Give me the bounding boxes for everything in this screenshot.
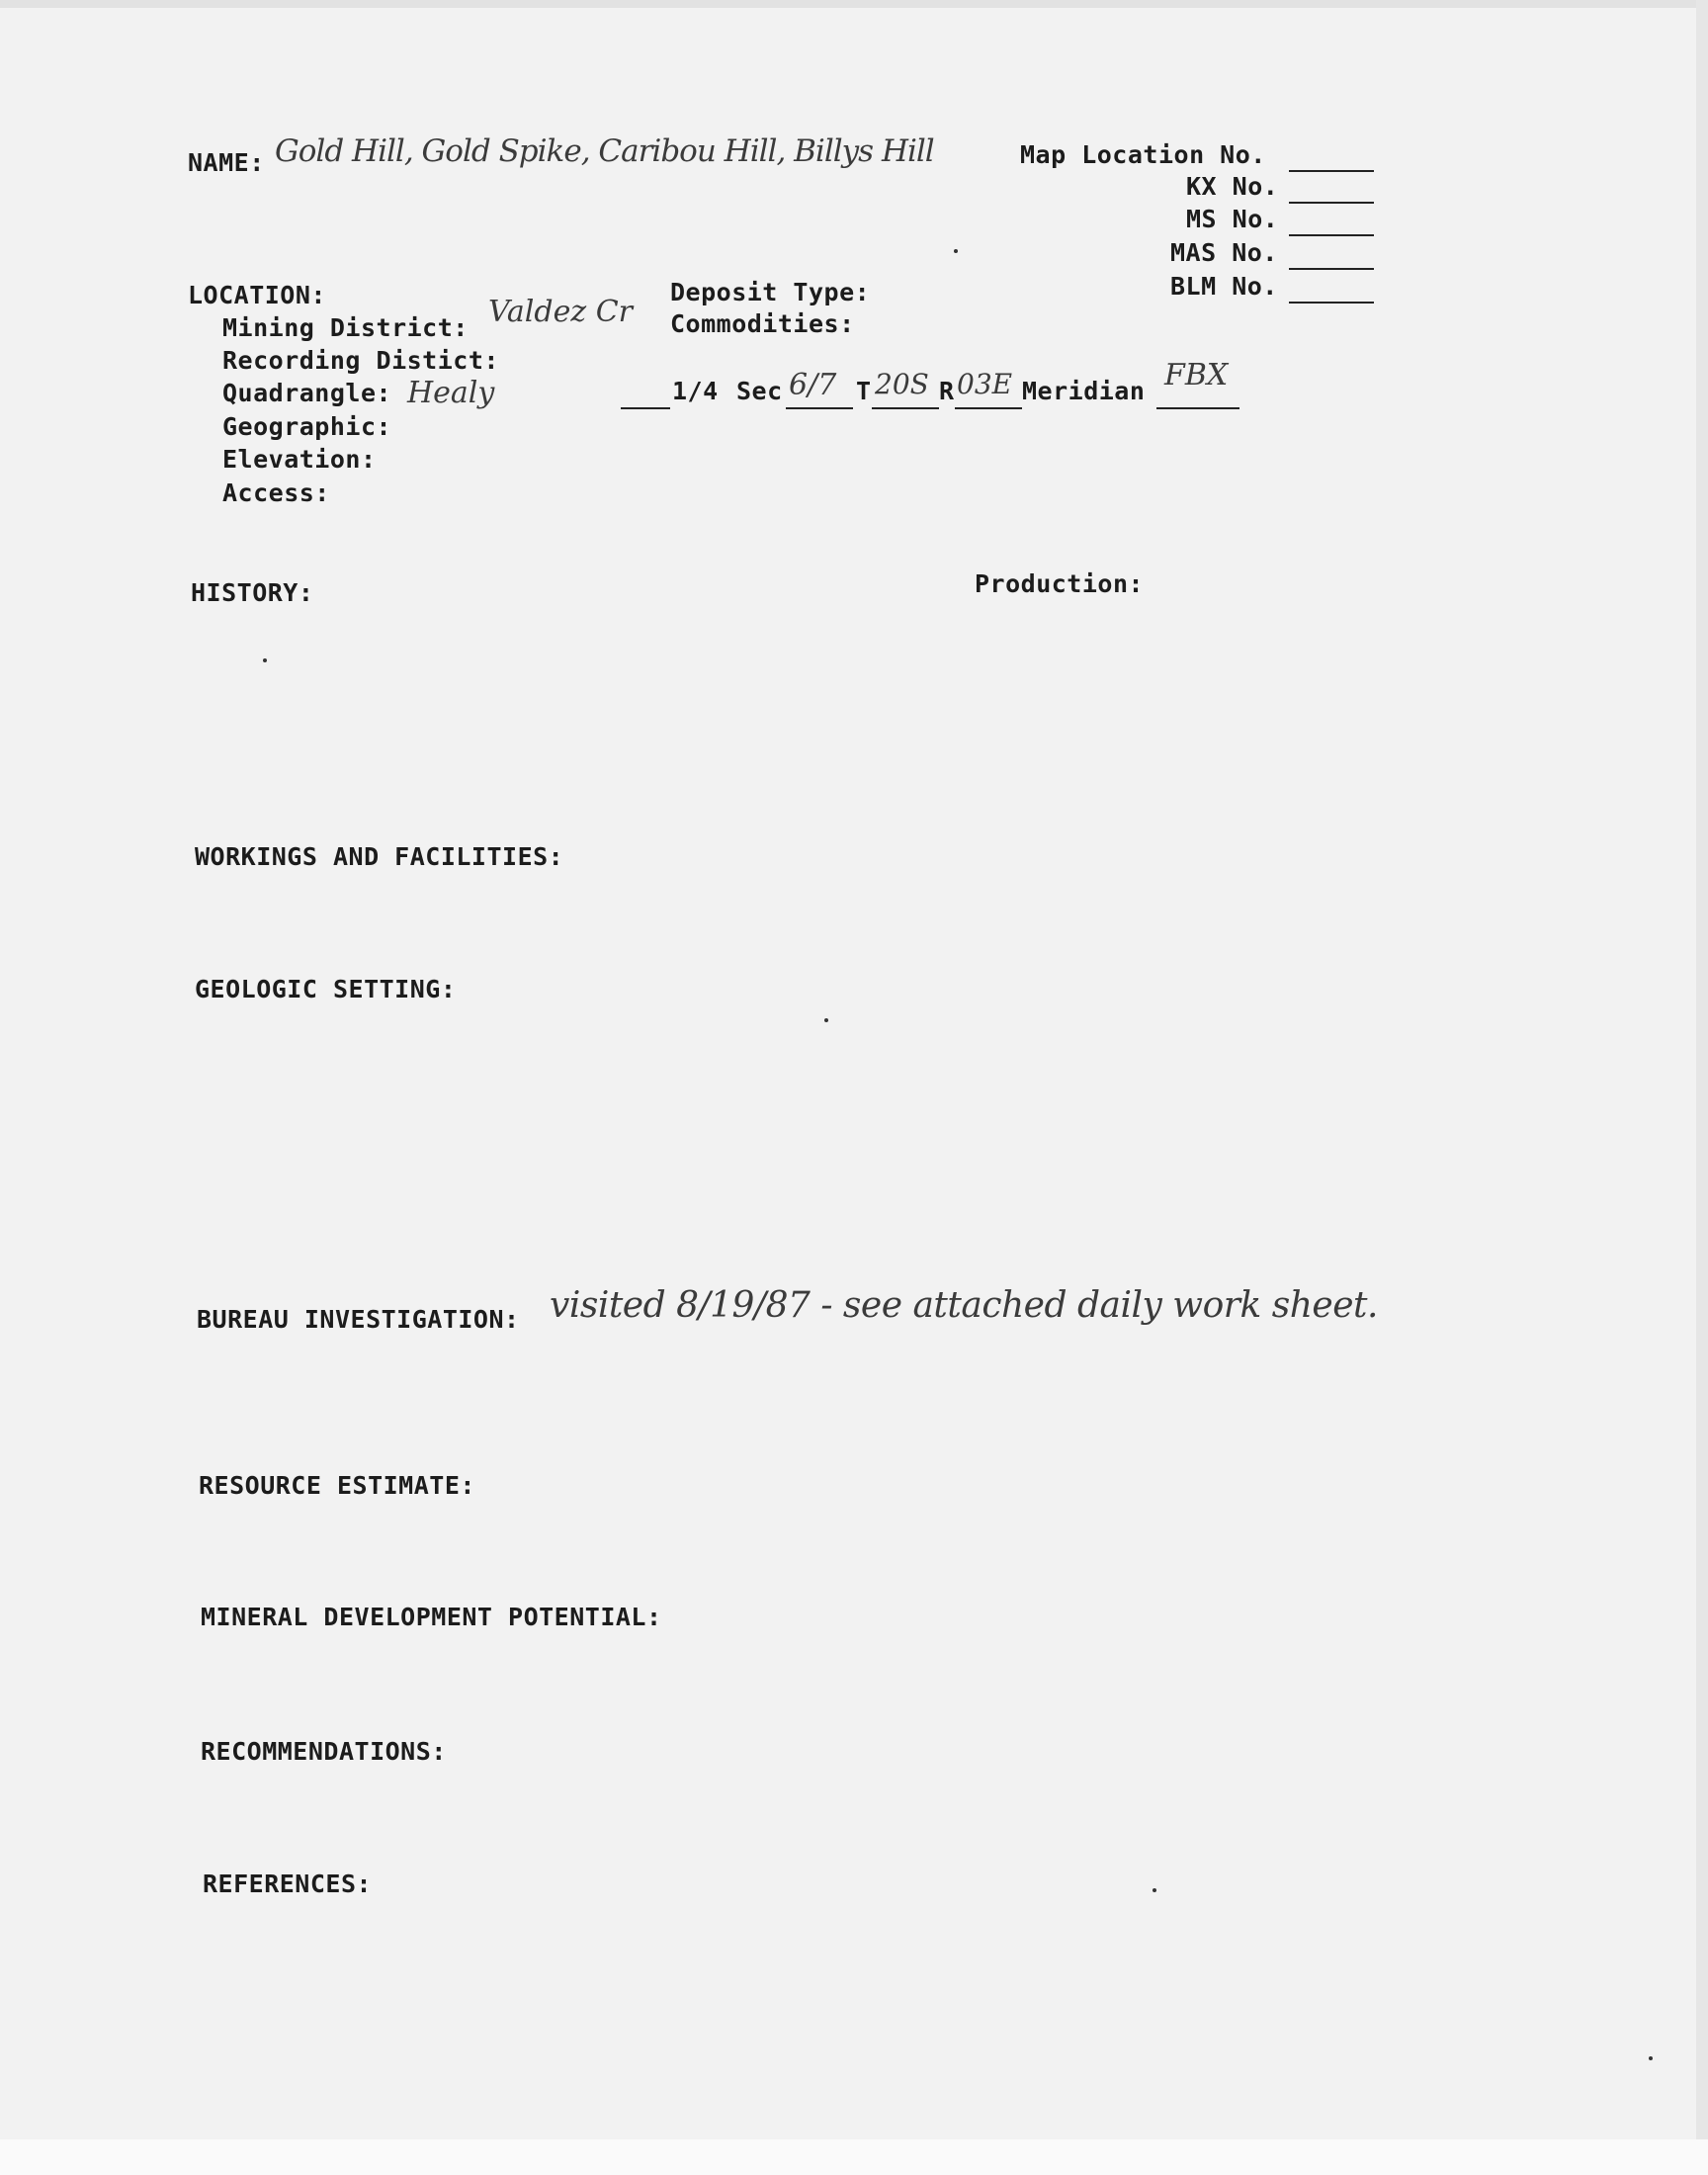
scan-speck bbox=[1649, 2056, 1653, 2060]
recommendations-label: RECOMMENDATIONS: bbox=[201, 1737, 447, 1766]
r-blank bbox=[955, 407, 1022, 409]
geologic-label: GEOLOGIC SETTING: bbox=[195, 975, 457, 1003]
ms-label: MS No. bbox=[1186, 205, 1279, 233]
references-label: REFERENCES: bbox=[203, 1870, 373, 1898]
quarter-blank bbox=[621, 407, 670, 409]
r-value: 03E bbox=[957, 368, 1013, 400]
geographic-label: Geographic: bbox=[222, 412, 392, 441]
r-label: R bbox=[939, 377, 955, 405]
bureau-value: visited 8/19/87 - see attached daily work sheet. bbox=[550, 1285, 1378, 1326]
mining-district-value: Valdez Cr bbox=[488, 295, 633, 329]
history-label: HISTORY: bbox=[191, 578, 314, 607]
bureau-label: BUREAU INVESTIGATION: bbox=[197, 1305, 520, 1334]
resource-label: RESOURCE ESTIMATE: bbox=[199, 1471, 475, 1500]
blm-label: BLM No. bbox=[1170, 272, 1278, 301]
kx-label: KX No. bbox=[1186, 172, 1279, 201]
scan-speck bbox=[954, 249, 958, 253]
quadrangle-value: Healy bbox=[407, 376, 495, 410]
elevation-label: Elevation: bbox=[222, 445, 377, 474]
map-location-blank bbox=[1289, 170, 1374, 172]
scan-speck bbox=[824, 1018, 828, 1022]
ms-blank bbox=[1289, 234, 1374, 236]
mineral-label: MINERAL DEVELOPMENT POTENTIAL: bbox=[201, 1603, 662, 1631]
meridian-value: FBX bbox=[1164, 358, 1229, 392]
recording-district-label: Recording Distict: bbox=[222, 346, 499, 375]
scan-edge-bottom bbox=[0, 2139, 1708, 2175]
access-label: Access: bbox=[222, 478, 330, 507]
mining-district-label: Mining District: bbox=[222, 313, 469, 342]
scan-speck bbox=[1153, 1888, 1156, 1892]
production-label: Production: bbox=[975, 569, 1145, 598]
quarter-label: 1/4 bbox=[672, 377, 719, 405]
name-label: NAME: bbox=[188, 148, 265, 177]
sec-value: 6/7 bbox=[789, 368, 837, 402]
quadrangle-label: Quadrangle: bbox=[222, 379, 392, 407]
workings-label: WORKINGS AND FACILITIES: bbox=[195, 842, 564, 871]
location-label: LOCATION: bbox=[188, 281, 326, 309]
sec-label: Sec bbox=[736, 377, 783, 405]
kx-blank bbox=[1289, 202, 1374, 204]
t-label: T bbox=[856, 377, 872, 405]
scan-edge-right bbox=[1696, 0, 1708, 2175]
t-value: 20S bbox=[875, 368, 929, 400]
blm-blank bbox=[1289, 302, 1374, 304]
sec-blank bbox=[786, 407, 853, 409]
scan-speck bbox=[263, 658, 267, 662]
mas-label: MAS No. bbox=[1170, 238, 1278, 267]
meridian-label: Meridian bbox=[1022, 377, 1146, 405]
scan-edge-top bbox=[0, 0, 1708, 8]
name-value: Gold Hill, Gold Spike, Caribou Hill, Billys Hill bbox=[275, 133, 934, 169]
map-location-label: Map Location No. bbox=[1020, 140, 1266, 169]
mas-blank bbox=[1289, 268, 1374, 270]
meridian-blank bbox=[1156, 407, 1239, 409]
deposit-type-label: Deposit Type: bbox=[670, 278, 871, 306]
t-blank bbox=[872, 407, 939, 409]
commodities-label: Commodities: bbox=[670, 309, 855, 338]
